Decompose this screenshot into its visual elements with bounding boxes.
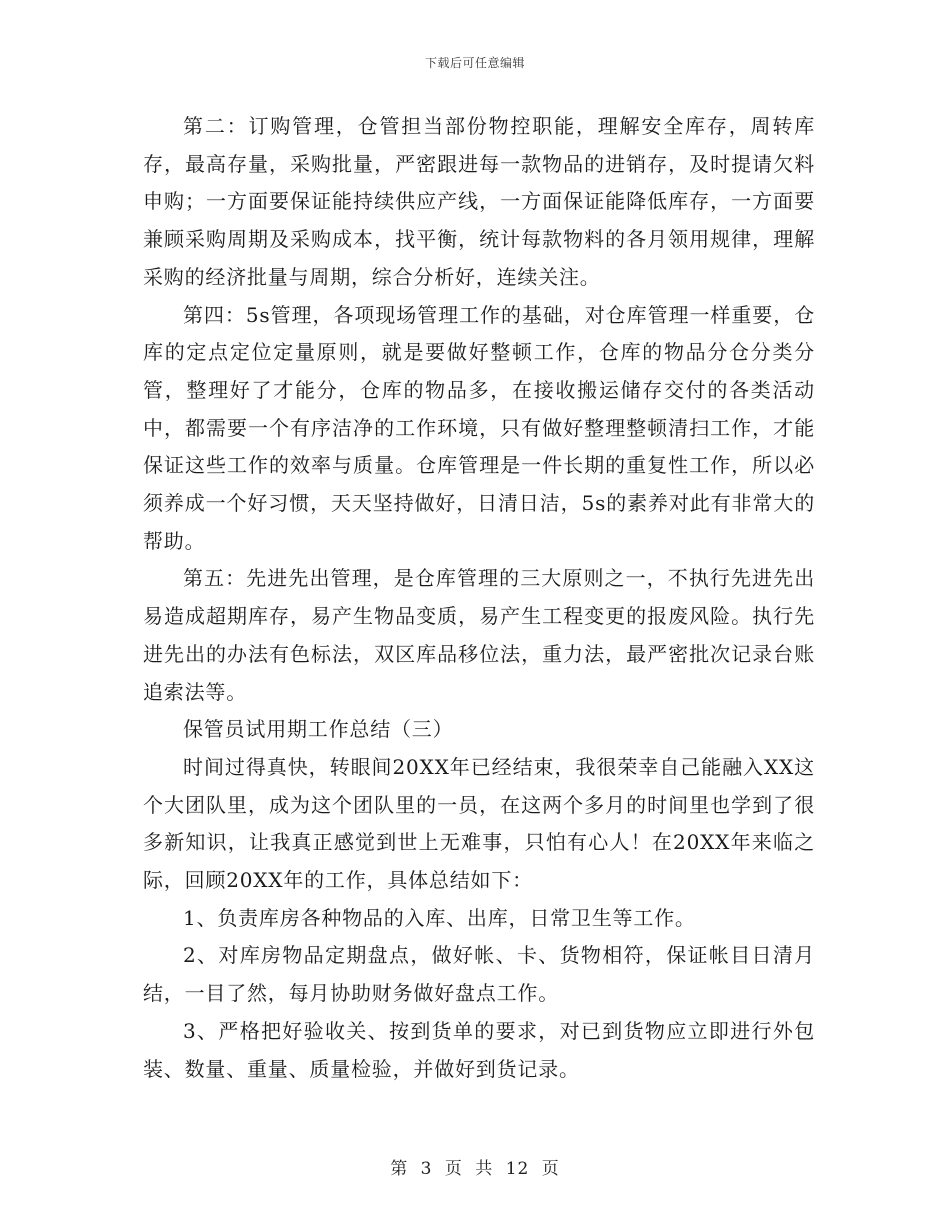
list-item-2: 2、对库房物品定期盘点，做好帐、卡、货物相符，保证帐目日清月结，一目了然，每月协助财务做好盘点工作。 [143, 943, 815, 1006]
paragraph-intro: 时间过得真快，转眼间20XX年已经结束，我很荣幸自己能融入XX这个大团队里，成为这个团队里的一员，在这两个多月的时间里也学到了很多新知识，让我真正感觉到世上无难事，只怕有心人！在20XX年来临之际，回顾20XX年的工作，具体总结如下： [143, 754, 815, 893]
page-number-footer: 第 3 页 共 12 页 [390, 1159, 560, 1179]
paragraph-5s-management: 第四：5s管理，各项现场管理工作的基础，对仓库管理一样重要，仓库的定点定位定量原则，就是要做好整顿工作，仓库的物品分仓分类分管，整理好了才能分，仓库的物品多，在接收搬运储存交付的各类活动中，都需要一个有序洁净的工作环境，只有做好整理整顿清扫工作，才能保证这些工作的效率与质量。仓库管理是一件长期的重复性工作，所以必须养成一个好习惯，天天坚持做好，日清日洁，5s的素养对此有非常大的帮助。 [143, 302, 815, 553]
paragraph-fifo-management: 第五：先进先出管理，是仓库管理的三大原则之一，不执行先进先出易造成超期库存，易产生物品变质，易产生工程变更的报废风险。执行先进先出的办法有色标法，双区库品移位法，重力法，最严密批次记录台账追索法等。 [143, 566, 815, 704]
page-header: 下载后可任意编辑 [424, 56, 525, 70]
paragraph-ordering-management: 第二：订购管理，仓管担当部份物控职能，理解安全库存，周转库存，最高存量，采购批量，严密跟进每一款物品的进销存，及时提请欠料申购；一方面要保证能持续供应产线，一方面保证能降低库存，一方面要兼顾采购周期及采购成本，找平衡，统计每款物料的各月领用规律，理解采购的经济批量与周期，综合分析好，连续关注。 [143, 114, 815, 289]
document-body [143, 108, 815, 1088]
section-title: 保管员试用期工作总结（三） [183, 717, 454, 742]
list-item-1: 1、负责库房各种物品的入库、出库，日常卫生等工作。 [183, 905, 696, 930]
list-item-3: 3、严格把好验收关、按到货单的要求，对已到货物应立即进行外包装、数量、重量、质量检验，并做好到货记录。 [143, 1018, 815, 1081]
